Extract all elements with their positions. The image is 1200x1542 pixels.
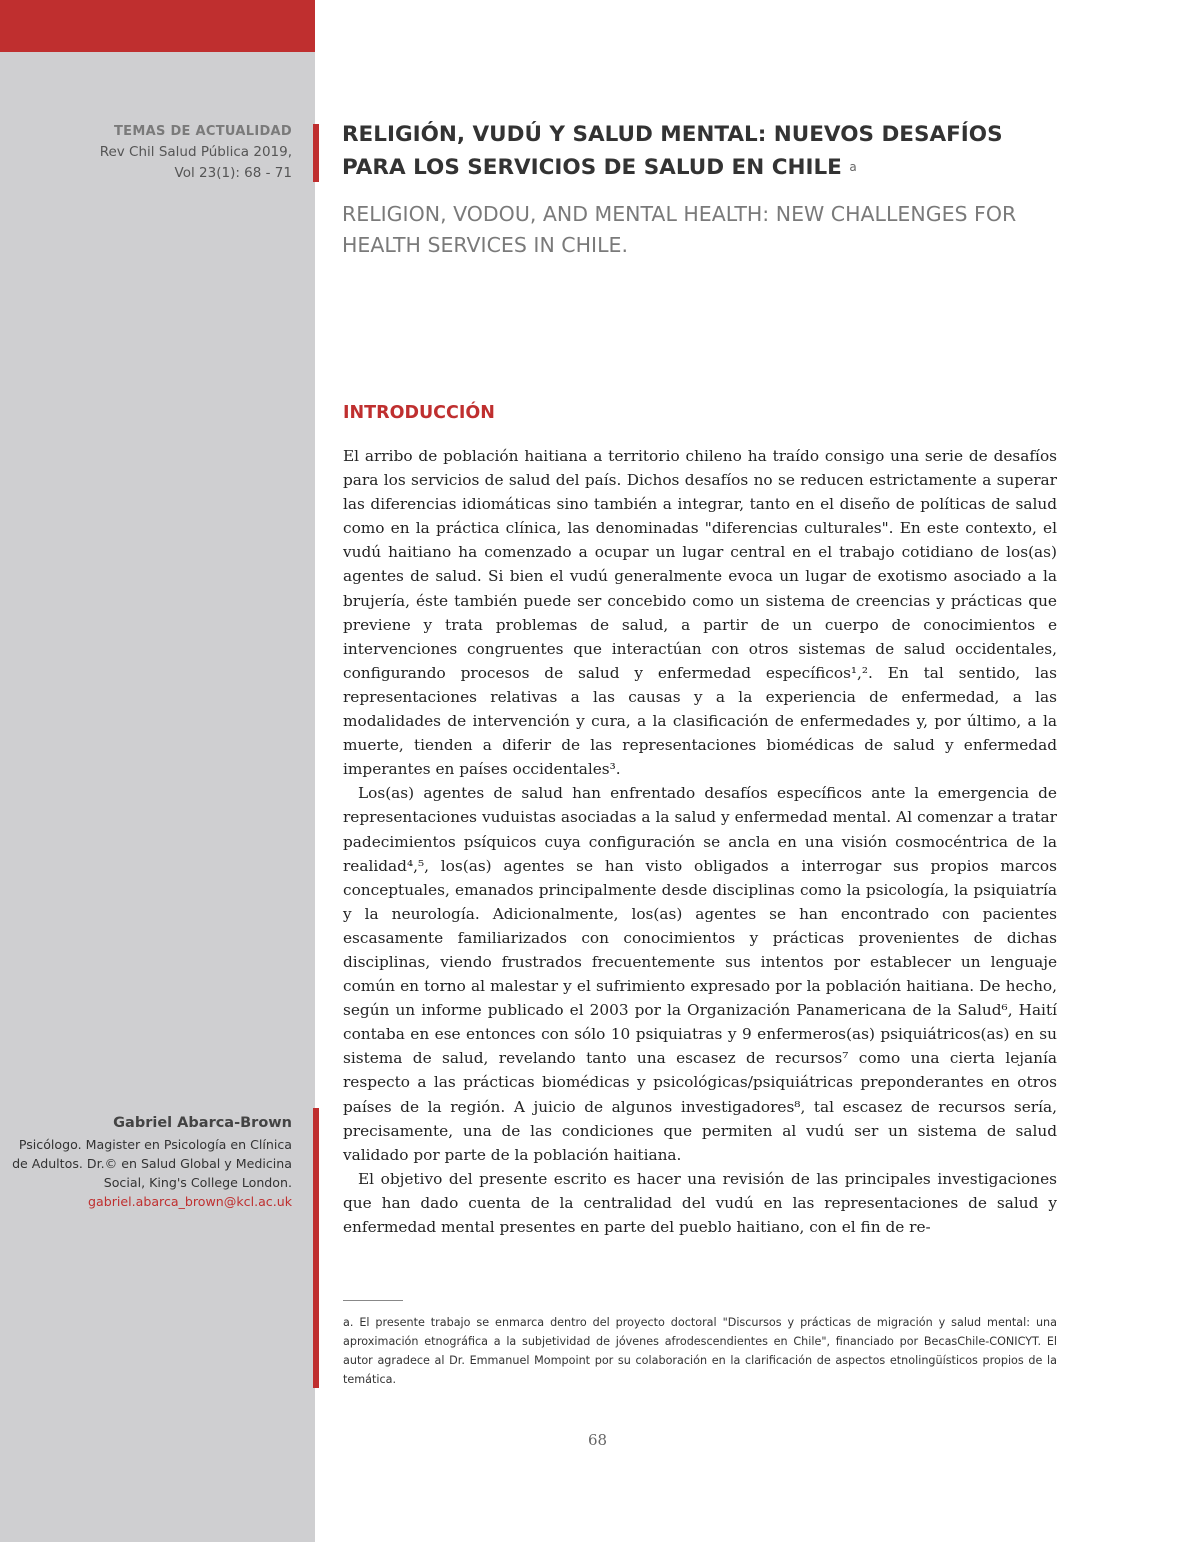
section-heading: INTRODUCCIÓN xyxy=(343,403,495,423)
paragraph: El objetivo del presente escrito es hacer una revisión de las principales investigaciones que han dado cuenta de la centralidad del vudú en las representaciones de salud y enfermedad mental presentes en parte del pueblo haitiano, con el fin de re- xyxy=(343,1169,1057,1236)
journal-info xyxy=(12,121,292,184)
citation-line-1: Rev Chil Salud Pública 2019, xyxy=(99,144,292,160)
paragraph: El arribo de población haitiana a territorio chileno ha traído consigo una serie de desafíos para los servicios de salud del país. Dichos desafíos no se reducen estrictamente a superar las diferencias idiomáticas sino también a integrar, tanto en el diseño de políticas de salud como en la práctica clínica, las denominadas "diferencias culturales". En este contexto, el vudú haitiano ha comenzado a ocupar un lugar central en el trabajo cotidiano de los(as) agentes de salud. Si bien el vudú generalmente evoca un lugar de exotismo asociado a la brujería, éste también puede ser concebido como un sistema de creencias y prácticas que previene y trata problemas de salud, a partir de un cuerpo de conocimientos e intervenciones congruentes que interactúan con otros sistemas de salud occidentales, configurando procesos de salud y enfermedad específicos¹,². En tal sentido, las representaciones relativas a las causas y a la experiencia de enfermedad, a las modalidades de intervención y cura, a la clasificación de enfermedades y, por último, a la muerte, tienden a diferir de las representaciones biomédicas de salud y enfermedad imperantes en países occidentales³. xyxy=(343,447,1057,779)
body-text xyxy=(343,444,1057,1239)
article-title-en: RELIGION, VODOU, AND MENTAL HEALTH: NEW CHALLENGES FOR HEALTH SERVICES IN CHILE. xyxy=(342,202,1017,257)
footnote-divider xyxy=(343,1300,403,1301)
author-email-link[interactable]: gabriel.abarca_brown@kcl.ac.uk xyxy=(87,1194,292,1209)
section-label: TEMAS DE ACTUALIDAD xyxy=(114,124,292,139)
title-es-text: RELIGIÓN, VUDÚ Y SALUD MENTAL: NUEVOS DESAFÍOS PARA LOS SERVICIOS DE SALUD EN CHILE xyxy=(342,122,1003,180)
page-number: 68 xyxy=(588,1431,608,1449)
author-affiliation: Psicólogo. Magister en Psicología en Clínica de Adultos. Dr.© en Salud Global y Medicina Social, King's College London. xyxy=(12,1137,292,1190)
author-accent-rule xyxy=(313,1108,319,1388)
sidebar-panel xyxy=(0,0,315,1542)
author-block xyxy=(2,1114,292,1211)
footnote: a. El presente trabajo se enmarca dentro del proyecto doctoral "Discursos y prácticas de migración y salud mental: una aproximación etnográfica a la subjetividad de jóvenes afrodescendientes en Chile", financiado por BecasChile-CONICYT. El autor agradece al Dr. Emmanuel Mompoint por su colaboración en la clarificación de aspectos etnolingüísticos propios de la temática. xyxy=(343,1316,1057,1386)
article-title-es xyxy=(342,118,1072,184)
title-footnote-marker[interactable]: a xyxy=(849,160,857,174)
title-accent-rule xyxy=(313,124,319,182)
paragraph: Los(as) agentes de salud han enfrentado desafíos específicos ante la emergencia de representaciones vuduistas asociadas a la salud y enfermedad mental. Al comenzar a tratar padecimientos psíquicos cuya configuración se ancla en una visión cosmocéntrica de la realidad⁴,⁵, los(as) agentes se han visto obligados a interrogar sus propios marcos conceptuales, emanados principalmente desde disciplinas como la psicología, la psiquiatría y la neurología. Adicionalmente, los(as) agentes se han encontrado con pacientes escasamente familiarizados con conocimientos y prácticas provenientes de dichas disciplinas, viendo frustrados frecuentemente sus intentos por establecer un lenguaje común en torno al malestar y el sufrimiento expresado por la población haitiana. De hecho, según un informe publicado el 2003 por la Organización Panamericana de la Salud⁶, Haití contaba en ese entonces con sólo 10 psiquiatras y 9 enfermeros(as) psiquiátricos(as) en su sistema de salud, revelando tanto una escasez de recursos⁷ como una cierta lejanía respecto a las prácticas biomédicas y psicológicas/psiquiátricas preponderantes en otros países de la región. A juicio de algunos investigadores⁸, tal escasez de recursos sería, precisamente, una de las condiciones que permiten al vudú ser un sistema de salud validado por parte de la población haitiana. xyxy=(343,784,1057,1164)
citation-line-2: Vol 23(1): 68 - 71 xyxy=(174,165,292,181)
top-accent-bar xyxy=(0,0,315,52)
author-name: Gabriel Abarca-Brown xyxy=(113,1115,292,1131)
